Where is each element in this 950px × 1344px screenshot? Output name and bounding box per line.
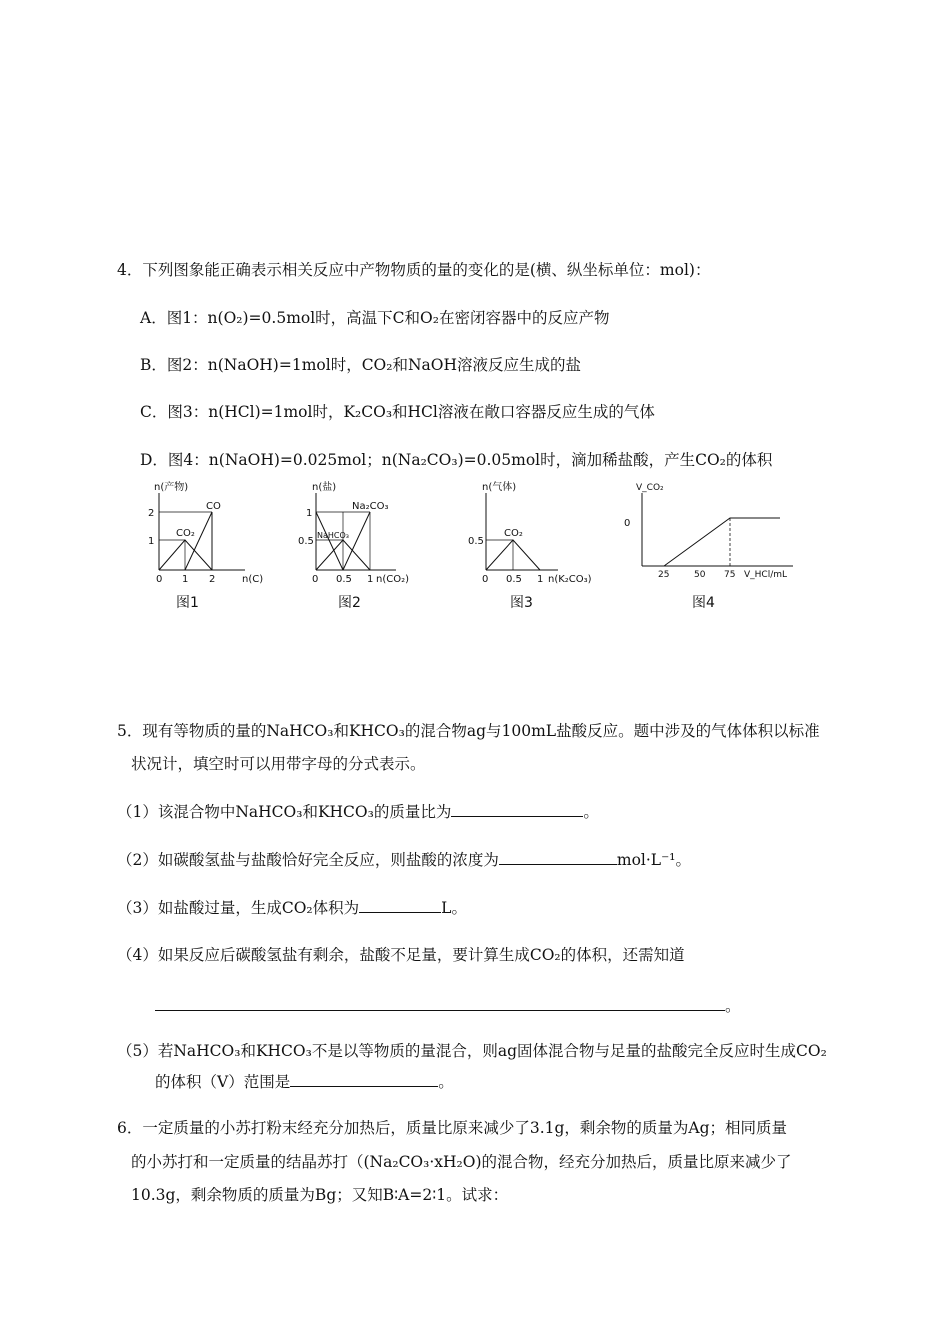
fig4-xlabel: V_HCl/mL — [744, 570, 788, 580]
q5-part5-text: 的体积（V）范围是 — [155, 1073, 291, 1091]
q5-part3-end: L。 — [441, 899, 467, 917]
q5-part1-blank[interactable] — [451, 800, 583, 817]
fig4-xtick-75: 75 — [724, 570, 736, 580]
fig1-ylabel: n(产物) — [154, 482, 189, 493]
q5-part1 — [117, 800, 599, 823]
fig2-xtick-1: 1 — [367, 574, 374, 585]
fig1-ytick-2: 2 — [148, 508, 155, 519]
fig4-xtick-50: 50 — [694, 570, 706, 580]
fig2-caption: 图2 — [338, 595, 361, 611]
fig3-xtick-05: 0.5 — [506, 574, 522, 585]
q5-stem-line2: 状况计，填空时可以用带字母的分式表示。 — [131, 755, 426, 773]
fig1-label-co: CO — [206, 501, 221, 512]
q5-part2-blank[interactable] — [499, 848, 617, 865]
q5-part4-answer — [155, 994, 741, 1017]
q5-part3-blank[interactable] — [359, 896, 441, 913]
fig2-ytick-05: 0.5 — [298, 536, 314, 547]
q5-part5-blank[interactable] — [290, 1070, 438, 1087]
q5-part3-text: （3）如盐酸过量，生成CO₂体积为 — [117, 899, 360, 917]
q5-part4: （4）如果反应后碳酸氢盐有剩余，盐酸不足量，要计算生成CO₂的体积，还需知道 — [117, 946, 685, 964]
q5-part1-end: 。 — [583, 803, 599, 821]
figure-3 — [466, 478, 606, 588]
fig3-xtick-0: 0 — [482, 574, 489, 585]
fig2-label-nahco3: NaHCO₃ — [317, 531, 349, 540]
q5-part2 — [117, 848, 691, 871]
fig1-xlabel: n(C) — [242, 574, 264, 585]
q4-option-a: A．图1：n(O₂)=0.5mol时，高温下C和O₂在密闭容器中的反应产物 — [140, 309, 610, 327]
q5-part4-blank[interactable] — [155, 994, 725, 1011]
q5-part5-line1: （5）若NaHCO₃和KHCO₃不是以等物质的量混合，则ag固体混合物与足量的盐酸完全反应时生成CO₂ — [117, 1042, 827, 1060]
q5-part5-line2 — [155, 1070, 454, 1093]
fig1-caption: 图1 — [176, 595, 199, 611]
q5-part2-end: mol·L⁻¹。 — [616, 851, 691, 869]
q4-stem: 4．下列图象能正确表示相关反应中产物物质的量的变化的是(横、纵坐标单位：mol)： — [117, 261, 711, 279]
q4-option-b: B．图2：n(NaOH)=1mol时，CO₂和NaOH溶液反应生成的盐 — [140, 356, 582, 374]
figure-4 — [618, 478, 808, 588]
fig4-ytick-0: 0 — [624, 518, 631, 529]
fig2-xlabel: n(CO₂) — [376, 574, 410, 585]
fig1-xtick-1: 1 — [182, 574, 189, 585]
fig3-caption: 图3 — [510, 595, 533, 611]
fig2-ylabel: n(盐) — [312, 482, 337, 493]
q5-part3 — [117, 896, 467, 919]
q5-part2-text: （2）如碳酸氢盐与盐酸恰好完全反应，则盐酸的浓度为 — [117, 851, 499, 869]
q6-line3: 10.3g，剩余物质的质量为Bg；又知B∶A=2∶1。试求： — [131, 1186, 509, 1204]
q4-option-d: D．图4：n(NaOH)=0.025mol；n(Na₂CO₃)=0.05mol时，滴加稀盐酸，产生CO₂的体积 — [140, 451, 773, 469]
fig2-label-na2co3: Na₂CO₃ — [352, 501, 389, 512]
q6-line2: 的小苏打和一定质量的结晶苏打（(Na₂CO₃·xH₂O)的混合物，经充分加热后，质量比原来减少了 — [131, 1153, 792, 1171]
figure-1 — [140, 478, 280, 588]
fig1-ytick-1: 1 — [148, 536, 155, 547]
fig1-xtick-0: 0 — [156, 574, 163, 585]
fig1-xtick-2: 2 — [209, 574, 216, 585]
q6-line1: 6．一定质量的小苏打粉末经充分加热后，质量比原来减少了3.1g，剩余物的质量为Ag；相同质量 — [117, 1119, 788, 1137]
fig1-label-co2: CO₂ — [176, 528, 195, 539]
q4-option-c: C．图3：n(HCl)=1mol时，K₂CO₃和HCl溶液在敞口容器反应生成的气体 — [140, 403, 655, 421]
fig3-ylabel: n(气体) — [482, 482, 517, 493]
q5-part4-end: 。 — [725, 997, 741, 1015]
fig2-ytick-1: 1 — [306, 508, 313, 519]
q5-stem-line1: 5．现有等物质的量的NaHCO₃和KHCO₃的混合物ag与100mL盐酸反应。题中涉及的气体体积以标准 — [117, 722, 820, 740]
fig3-ytick-05: 0.5 — [468, 536, 484, 547]
fig3-xlabel: n(K₂CO₃) — [548, 574, 592, 585]
fig3-label-co2: CO₂ — [504, 528, 523, 539]
fig4-ylabel: V_CO₂ — [636, 483, 664, 493]
q5-part5-end: 。 — [438, 1073, 454, 1091]
fig4-xtick-25: 25 — [658, 570, 670, 580]
fig3-xtick-1: 1 — [537, 574, 544, 585]
fig2-xtick-05: 0.5 — [336, 574, 352, 585]
q5-part1-text: （1）该混合物中NaHCO₃和KHCO₃的质量比为 — [117, 803, 452, 821]
fig2-xtick-0: 0 — [312, 574, 319, 585]
figure-2 — [296, 478, 426, 588]
fig4-caption: 图4 — [692, 595, 715, 611]
